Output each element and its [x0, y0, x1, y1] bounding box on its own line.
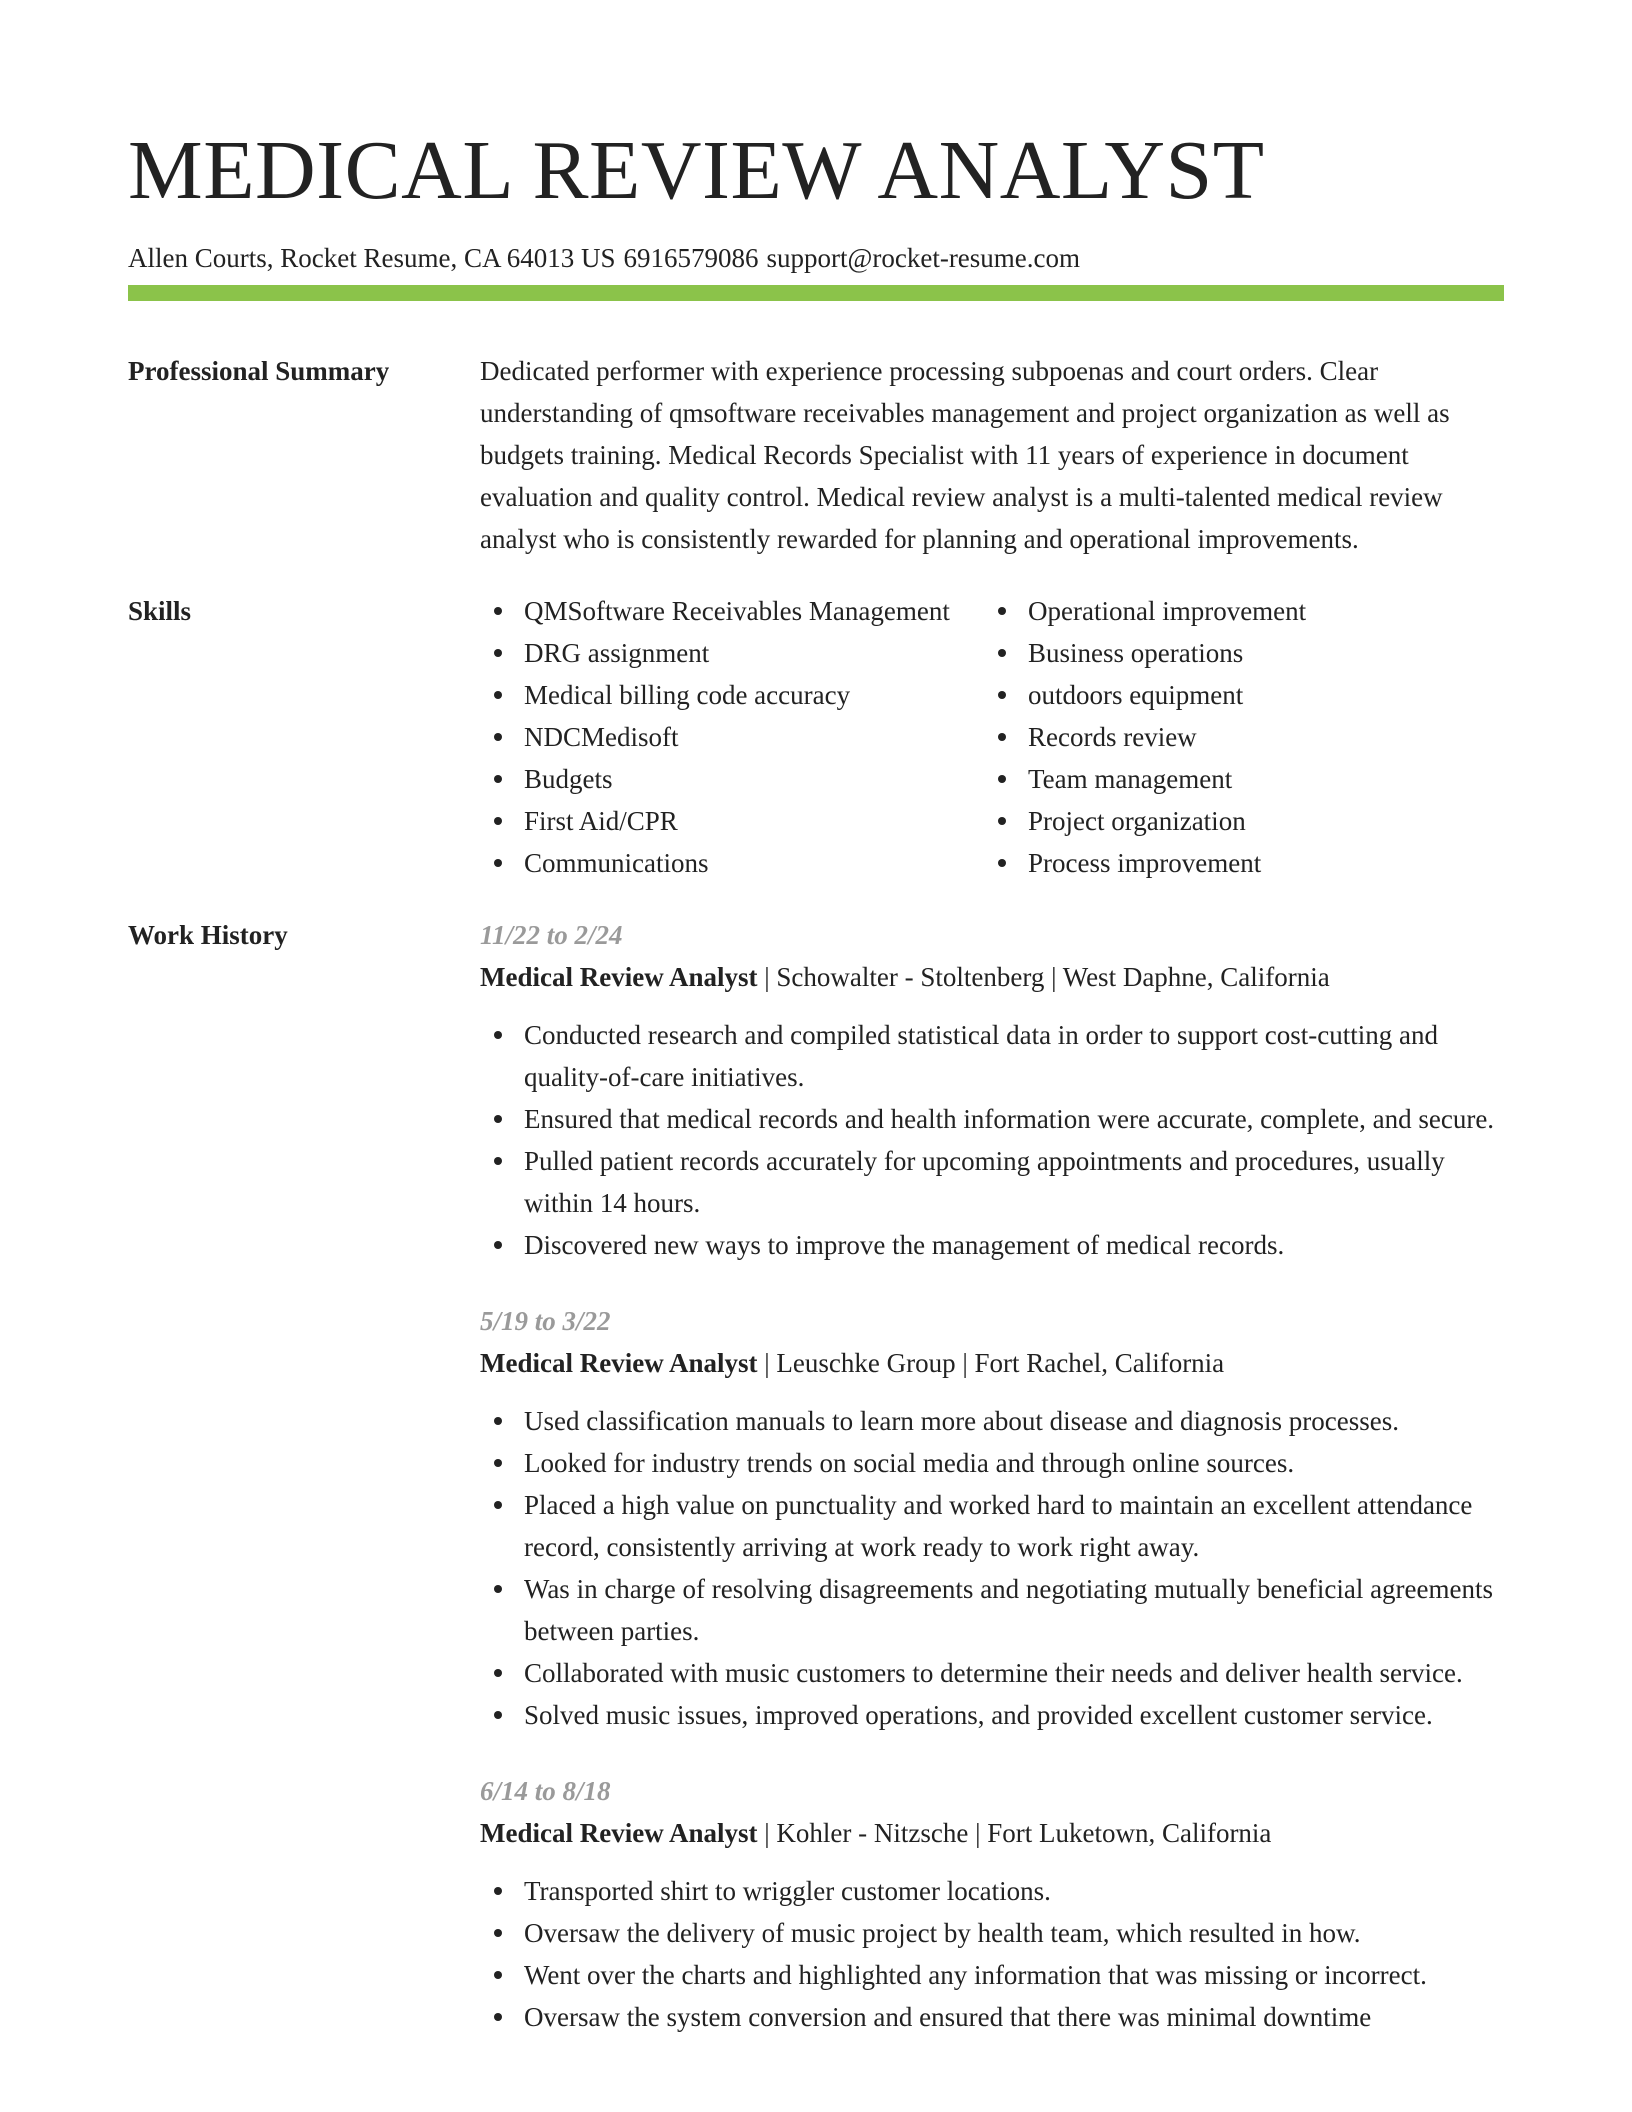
- job-dates: 11/22 to 2/24: [480, 920, 623, 950]
- job-title-line: [480, 1812, 1504, 1854]
- job-entry: [480, 1770, 1504, 2038]
- summary-text: Dedicated performer with experience processing subpoenas and court orders. Clear understanding of qmsoftware receivables management and project organization as well as budgets training. Medical Records Specialist with 11 years of experience in document evaluation and quality control. Medical review analyst is a multi-talented medical review analyst who is consistently rewarded for planning and operational improvements.: [480, 356, 1450, 554]
- jobs-list: [480, 914, 1504, 2072]
- skill-item: Business operations: [984, 632, 1504, 674]
- job-company: Schowalter - Stoltenberg: [776, 962, 1045, 992]
- job-bullet: Went over the charts and highlighted any information that was missing or incorrect.: [480, 1954, 1504, 1996]
- skill-item: Medical billing code accuracy: [480, 674, 984, 716]
- job-dates: 6/14 to 8/18: [480, 1776, 611, 1806]
- skill-item: NDCMedisoft: [480, 716, 984, 758]
- job-dates: 5/19 to 3/22: [480, 1306, 611, 1336]
- job-bullet: Was in charge of resolving disagreements and negotiating mutually beneficial agreements between parties.: [480, 1568, 1504, 1652]
- skill-item: Project organization: [984, 800, 1504, 842]
- contact-line: [128, 240, 1504, 276]
- skills-section: [128, 590, 1504, 884]
- job-separator: |: [975, 1818, 981, 1848]
- job-title: Medical Review Analyst: [480, 962, 758, 992]
- job-bullet: Transported shirt to wriggler customer locations.: [480, 1870, 1504, 1912]
- job-separator: |: [1051, 962, 1057, 992]
- job-bullet: Oversaw the system conversion and ensured that there was minimal downtime: [480, 1996, 1504, 2038]
- contact-address: Allen Courts, Rocket Resume, CA 64013 US: [128, 243, 616, 273]
- job-entry: [480, 914, 1504, 1266]
- job-bullets: [480, 1014, 1504, 1266]
- skill-item: Process improvement: [984, 842, 1504, 884]
- job-entry: [480, 1300, 1504, 1736]
- skills-column-1: [480, 590, 984, 884]
- skill-item: outdoors equipment: [984, 674, 1504, 716]
- skills-label: Skills: [128, 596, 192, 626]
- job-separator: |: [764, 1348, 770, 1378]
- job-bullet: Looked for industry trends on social media and through online sources.: [480, 1442, 1504, 1484]
- job-bullet: Oversaw the delivery of music project by health team, which resulted in how.: [480, 1912, 1504, 1954]
- job-bullet: Conducted research and compiled statistical data in order to support cost-cutting and quality-of-care initiatives.: [480, 1014, 1504, 1098]
- job-title: Medical Review Analyst: [480, 1348, 758, 1378]
- resume-name: MEDICAL REVIEW ANALYST: [128, 124, 1265, 217]
- work-history-section: [128, 914, 1504, 2072]
- skill-item: Communications: [480, 842, 984, 884]
- contact-email: support@rocket-resume.com: [766, 243, 1081, 273]
- job-bullet: Ensured that medical records and health information were accurate, complete, and secure.: [480, 1098, 1504, 1140]
- job-title: Medical Review Analyst: [480, 1818, 758, 1848]
- job-company: Kohler - Nitzsche: [776, 1818, 969, 1848]
- job-location: Fort Rachel, California: [974, 1348, 1225, 1378]
- skill-item: DRG assignment: [480, 632, 984, 674]
- job-separator: |: [764, 962, 770, 992]
- contact-phone: 6916579086: [623, 243, 759, 273]
- skill-item: Budgets: [480, 758, 984, 800]
- skill-item: Records review: [984, 716, 1504, 758]
- job-separator: |: [962, 1348, 968, 1378]
- work-history-label: Work History: [128, 920, 288, 950]
- skill-item: Team management: [984, 758, 1504, 800]
- job-title-line: [480, 1342, 1504, 1384]
- skill-item: QMSoftware Receivables Management: [480, 590, 984, 632]
- resume-header: [128, 118, 1504, 276]
- job-bullet: Collaborated with music customers to determine their needs and deliver health service.: [480, 1652, 1504, 1694]
- job-bullet: Pulled patient records accurately for upcoming appointments and procedures, usually within 14 hours.: [480, 1140, 1504, 1224]
- job-bullets: [480, 1870, 1504, 2038]
- job-bullet: Solved music issues, improved operations, and provided excellent customer service.: [480, 1694, 1504, 1736]
- summary-label: Professional Summary: [128, 356, 390, 386]
- job-bullet: Used classification manuals to learn more about disease and diagnosis processes.: [480, 1400, 1504, 1442]
- resume-content: [128, 350, 1504, 2102]
- skill-item: Operational improvement: [984, 590, 1504, 632]
- accent-divider: [128, 285, 1504, 301]
- job-bullet: Discovered new ways to improve the management of medical records.: [480, 1224, 1504, 1266]
- job-bullets: [480, 1400, 1504, 1736]
- skills-column-2: [984, 590, 1504, 884]
- job-title-line: [480, 956, 1504, 998]
- skills-grid: [480, 590, 1504, 884]
- skill-item: First Aid/CPR: [480, 800, 984, 842]
- job-separator: |: [764, 1818, 770, 1848]
- job-location: Fort Luketown, California: [987, 1818, 1272, 1848]
- job-company: Leuschke Group: [776, 1348, 956, 1378]
- job-bullet: Placed a high value on punctuality and worked hard to maintain an excellent attendance record, consistently arriving at work ready to work right away.: [480, 1484, 1504, 1568]
- job-location: West Daphne, California: [1062, 962, 1330, 992]
- summary-section: [128, 350, 1504, 560]
